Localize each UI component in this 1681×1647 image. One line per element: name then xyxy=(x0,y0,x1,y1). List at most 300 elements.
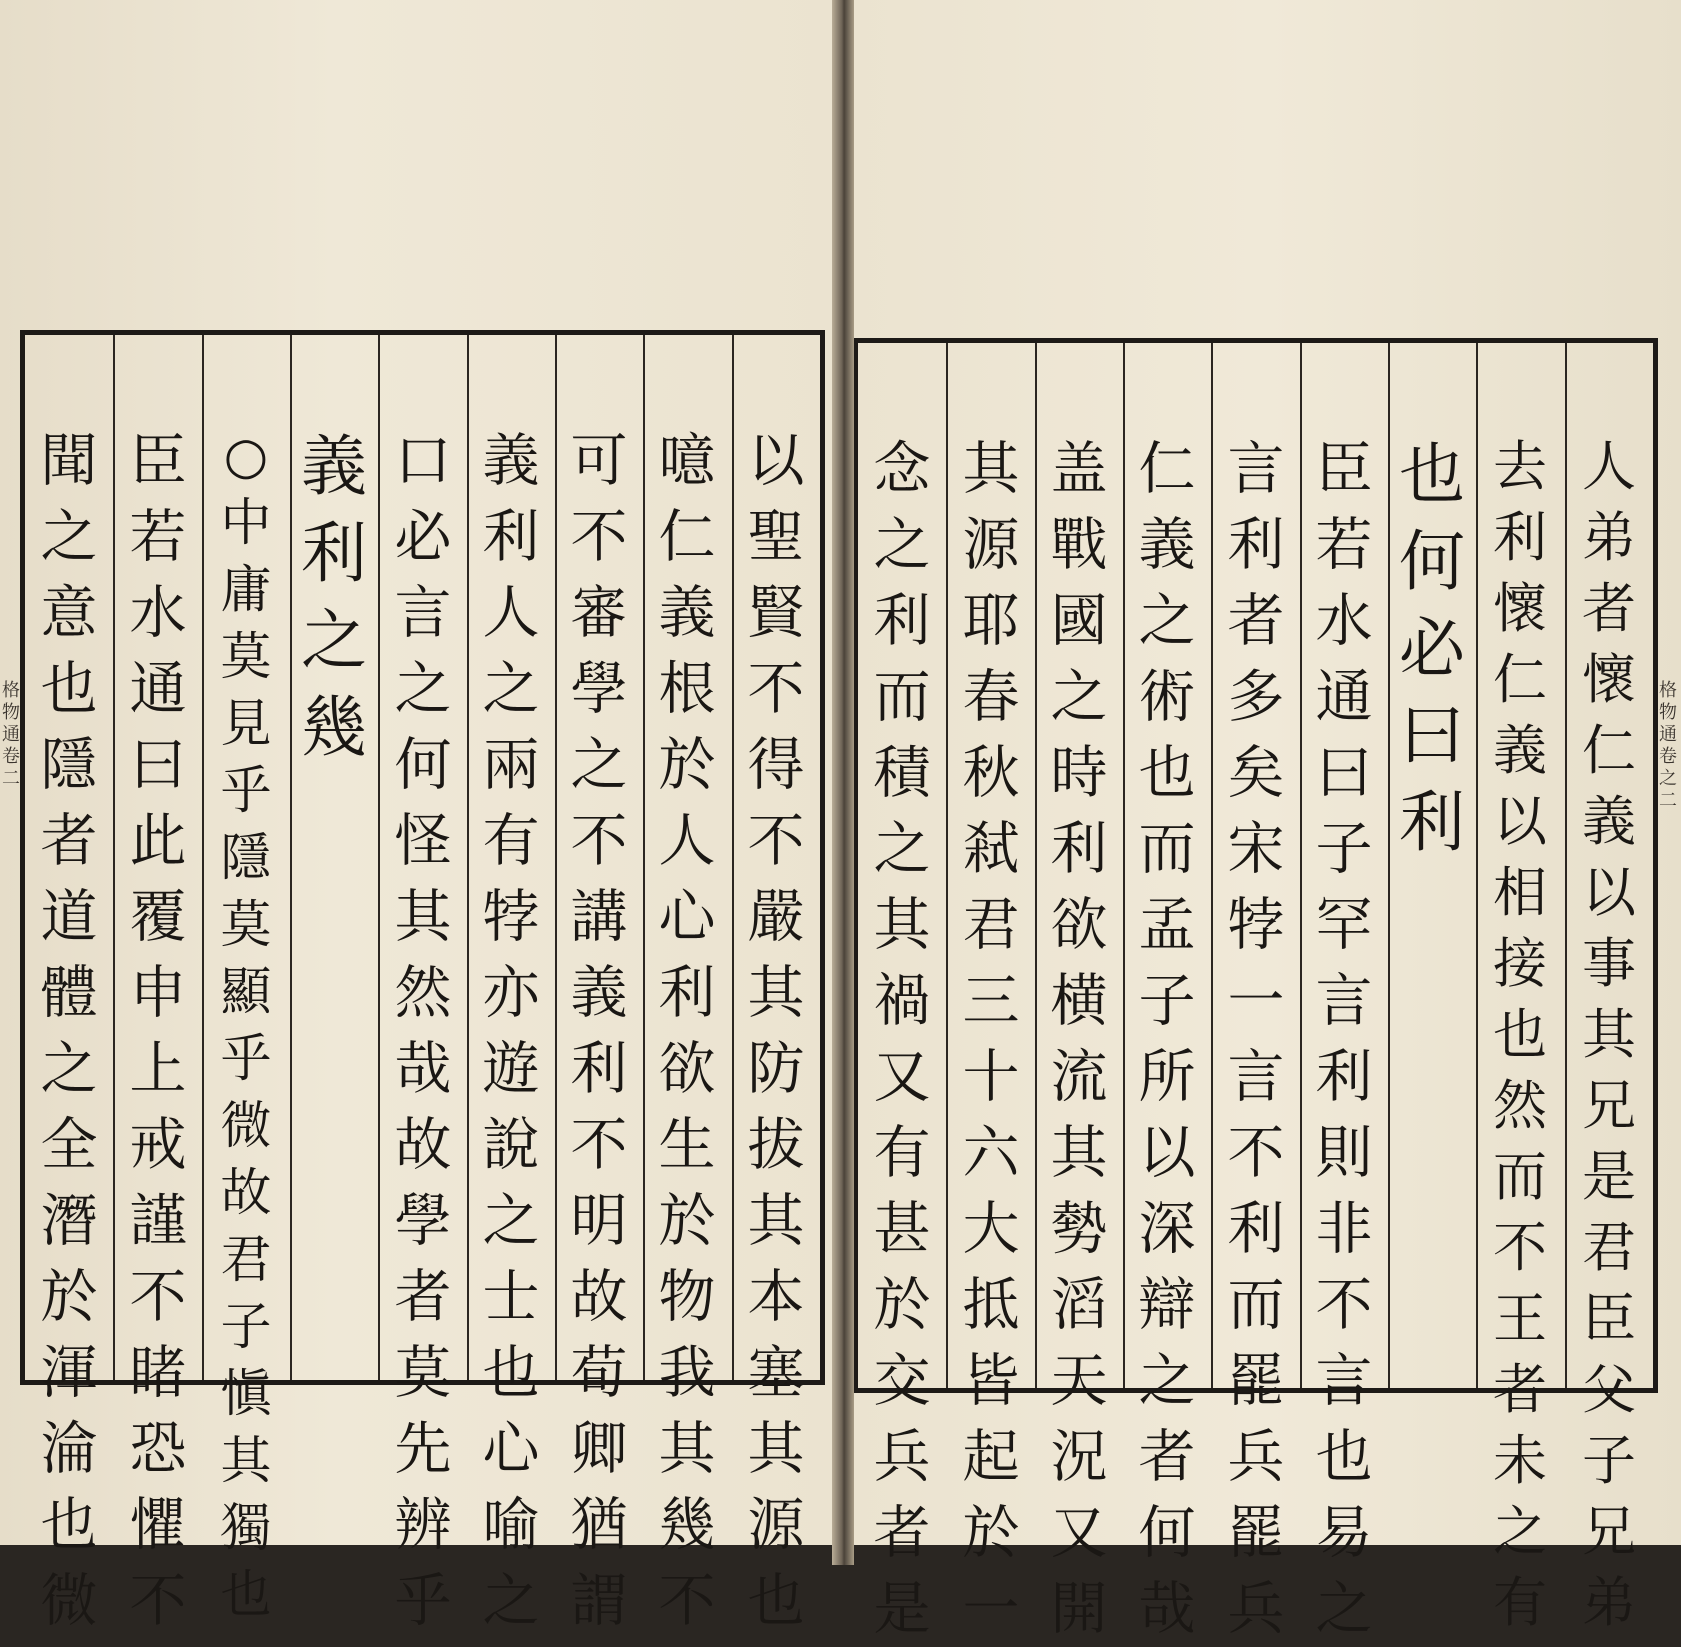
glyph: 故 xyxy=(394,1112,452,1178)
glyph: 矣 xyxy=(1227,740,1285,806)
glyph: 審 xyxy=(570,580,628,646)
glyph: 若 xyxy=(1315,512,1373,578)
glyph: 學 xyxy=(570,656,628,722)
glyph: 流 xyxy=(1050,1044,1108,1110)
glyph: 卿 xyxy=(570,1416,628,1482)
glyph: 上 xyxy=(129,1036,187,1102)
column-rule xyxy=(378,335,380,1380)
left-margin-title: 格 物 通 卷 二 xyxy=(2,680,20,789)
glyph: 之 xyxy=(482,1568,540,1634)
glyph: 以 xyxy=(1582,861,1636,924)
text-column xyxy=(736,423,816,1639)
right-margin-title: 格 物 通 卷 之 二 xyxy=(1659,680,1677,811)
glyph: 深 xyxy=(1138,1196,1196,1262)
column-rule xyxy=(1300,343,1302,1388)
glyph: 臣 xyxy=(129,428,187,494)
glyph: 欲 xyxy=(658,1036,716,1102)
glyph: 故 xyxy=(570,1264,628,1330)
glyph: 天 xyxy=(1050,1348,1108,1414)
text-column xyxy=(1039,431,1119,1647)
glyph: 不 xyxy=(129,1264,187,1330)
glyph: 懷 xyxy=(1493,577,1547,640)
glyph: 兵 xyxy=(1227,1576,1285,1642)
glyph: 王 xyxy=(1493,1287,1547,1350)
glyph: 國 xyxy=(1050,588,1108,654)
glyph: 罕 xyxy=(1315,892,1373,958)
glyph: 遊 xyxy=(482,1036,540,1102)
glyph: 也 xyxy=(1399,436,1465,513)
glyph: 宋 xyxy=(1227,816,1285,882)
glyph: 戰 xyxy=(1050,512,1108,578)
glyph: 兄 xyxy=(1582,1500,1636,1563)
glyph: 弟 xyxy=(1582,1571,1636,1634)
glyph: 嚴 xyxy=(747,884,805,950)
glyph: 拔 xyxy=(747,1112,805,1178)
glyph: 於 xyxy=(962,1500,1020,1566)
glyph: 利 xyxy=(301,515,367,592)
glyph: 言 xyxy=(1227,1044,1285,1110)
right-page xyxy=(848,0,1681,1642)
glyph: 人 xyxy=(1582,435,1636,498)
glyph: 滔 xyxy=(1050,1272,1108,1338)
glyph: 謂 xyxy=(570,1568,628,1634)
glyph: 不 xyxy=(129,1568,187,1634)
glyph: 謹 xyxy=(129,1188,187,1254)
glyph: 耶 xyxy=(962,588,1020,654)
glyph: 亦 xyxy=(482,960,540,1026)
text-column xyxy=(206,423,286,1629)
glyph: 於 xyxy=(658,1188,716,1254)
glyph: 而 xyxy=(1227,1272,1285,1338)
glyph: 其 xyxy=(747,1188,805,1254)
glyph: 於 xyxy=(873,1272,931,1338)
glyph: 者 xyxy=(40,808,98,874)
glyph: 時 xyxy=(1050,740,1108,806)
column-rule xyxy=(1388,343,1390,1388)
glyph: 哉 xyxy=(394,1036,452,1102)
glyph: 通 xyxy=(1315,664,1373,730)
glyph: 㹀 xyxy=(1227,892,1285,958)
glyph: 體 xyxy=(40,960,98,1026)
glyph: 心 xyxy=(482,1416,540,1482)
glyph: 而 xyxy=(873,664,931,730)
glyph: 學 xyxy=(394,1188,452,1254)
glyph: 一 xyxy=(962,1576,1020,1642)
glyph: 則 xyxy=(1315,1120,1373,1186)
glyph: 者 xyxy=(394,1264,452,1330)
glyph: 之 xyxy=(40,504,98,570)
glyph: 之 xyxy=(570,732,628,798)
glyph: 春 xyxy=(962,664,1020,730)
glyph: 皆 xyxy=(962,1348,1020,1414)
glyph: 懼 xyxy=(129,1492,187,1558)
glyph: 者 xyxy=(1582,577,1636,640)
glyph: 其 xyxy=(747,960,805,1026)
glyph: 之 xyxy=(873,816,931,882)
glyph: 於 xyxy=(40,1264,98,1330)
glyph: 聞 xyxy=(40,428,98,494)
text-column xyxy=(1216,431,1296,1647)
glyph: 此 xyxy=(129,808,187,874)
glyph: 罷 xyxy=(1227,1500,1285,1566)
glyph: 不 xyxy=(747,656,805,722)
glyph: 必 xyxy=(1399,610,1465,687)
glyph: 全 xyxy=(40,1112,98,1178)
glyph: 人 xyxy=(658,808,716,874)
glyph: 義 xyxy=(301,428,367,505)
glyph: 得 xyxy=(747,732,805,798)
glyph: 兄 xyxy=(1582,1074,1636,1137)
glyph: 獨 xyxy=(220,1499,272,1558)
text-column xyxy=(1480,431,1560,1638)
glyph: 義 xyxy=(1138,512,1196,578)
glyph: 士 xyxy=(482,1264,540,1330)
text-column xyxy=(29,423,109,1639)
glyph: 水 xyxy=(1315,588,1373,654)
glyph: 以 xyxy=(747,428,805,494)
glyph: 睹 xyxy=(129,1340,187,1406)
glyph: 若 xyxy=(129,504,187,570)
glyph: 利 xyxy=(1227,1196,1285,1262)
glyph: 言 xyxy=(1315,1348,1373,1414)
glyph: 人 xyxy=(482,580,540,646)
glyph: 利 xyxy=(658,960,716,1026)
glyph: 猶 xyxy=(570,1492,628,1558)
glyph: 辨 xyxy=(394,1492,452,1558)
glyph: 防 xyxy=(747,1036,805,1102)
glyph: 利 xyxy=(570,1036,628,1102)
glyph: 言 xyxy=(1315,968,1373,1034)
glyph: 多 xyxy=(1227,664,1285,730)
glyph: 根 xyxy=(658,656,716,722)
column-rule xyxy=(1211,343,1213,1388)
glyph: 懷 xyxy=(1582,648,1636,711)
glyph: 源 xyxy=(962,512,1020,578)
glyph: 也 xyxy=(747,1568,805,1634)
glyph: 潛 xyxy=(40,1188,98,1254)
glyph: 孟 xyxy=(1138,892,1196,958)
glyph: 源 xyxy=(747,1492,805,1558)
glyph: 君 xyxy=(220,1231,272,1290)
glyph: 不 xyxy=(1227,1120,1285,1186)
column-rule xyxy=(1123,343,1125,1388)
glyph: 兩 xyxy=(482,732,540,798)
text-column xyxy=(559,423,639,1639)
right-text-frame xyxy=(853,338,1658,1642)
glyph: 非 xyxy=(1315,1196,1373,1262)
glyph: 曰 xyxy=(1315,740,1373,806)
glyph: 仁 xyxy=(1138,436,1196,502)
glyph: 之 xyxy=(40,1036,98,1102)
glyph: 仁 xyxy=(1493,648,1547,711)
glyph: 術 xyxy=(1138,664,1196,730)
glyph: 仁 xyxy=(1582,719,1636,782)
glyph: ○ xyxy=(223,427,269,486)
glyph: 然 xyxy=(394,960,452,1026)
glyph: 說 xyxy=(482,1112,540,1178)
glyph: 是 xyxy=(873,1576,931,1642)
glyph: 未 xyxy=(1493,1429,1547,1492)
glyph: 也 xyxy=(1138,740,1196,806)
glyph: 微 xyxy=(40,1568,98,1634)
glyph: 庸 xyxy=(220,561,272,620)
glyph: 起 xyxy=(962,1424,1020,1490)
glyph: 所 xyxy=(1138,1044,1196,1110)
glyph: 不 xyxy=(747,808,805,874)
glyph: 之 xyxy=(1493,1500,1547,1563)
column-rule xyxy=(946,343,948,1388)
glyph: 不 xyxy=(570,808,628,874)
glyph: 子 xyxy=(1315,816,1373,882)
glyph: 之 xyxy=(1138,1348,1196,1414)
glyph: 水 xyxy=(129,580,187,646)
glyph: 利 xyxy=(1493,506,1547,569)
glyph: 是 xyxy=(1582,1145,1636,1208)
glyph: 利 xyxy=(1399,784,1465,861)
glyph: 臣 xyxy=(1315,436,1373,502)
glyph: 乎 xyxy=(220,762,272,821)
glyph: 義 xyxy=(658,580,716,646)
glyph: 也 xyxy=(40,656,98,722)
glyph: 父 xyxy=(1582,1358,1636,1421)
text-column xyxy=(647,423,727,1639)
glyph: 我 xyxy=(658,1340,716,1406)
glyph: 其 xyxy=(747,1416,805,1482)
glyph: 言 xyxy=(394,580,452,646)
glyph: 三 xyxy=(962,968,1020,1034)
glyph: 本 xyxy=(747,1264,805,1330)
glyph: 戒 xyxy=(129,1112,187,1178)
glyph: 利 xyxy=(873,588,931,654)
book-gutter xyxy=(832,0,854,1565)
glyph: 仁 xyxy=(658,504,716,570)
glyph: 隱 xyxy=(220,829,272,888)
glyph: 交 xyxy=(873,1348,931,1414)
glyph: 義 xyxy=(1493,719,1547,782)
glyph: 物 xyxy=(658,1264,716,1330)
text-column xyxy=(294,423,374,771)
glyph: 之 xyxy=(1138,588,1196,654)
text-column xyxy=(951,431,1031,1647)
text-column xyxy=(862,431,942,1647)
glyph: 去 xyxy=(1493,435,1547,498)
glyph: 積 xyxy=(873,740,931,806)
glyph: 覆 xyxy=(129,884,187,950)
glyph: 見 xyxy=(220,695,272,754)
glyph: 念 xyxy=(873,436,931,502)
glyph: 淪 xyxy=(40,1416,98,1482)
column-rule xyxy=(732,335,734,1380)
glyph: 其 xyxy=(1582,1003,1636,1066)
glyph: 講 xyxy=(570,884,628,950)
glyph: 義 xyxy=(482,428,540,494)
glyph: 怪 xyxy=(394,808,452,874)
glyph: 不 xyxy=(570,504,628,570)
column-rule xyxy=(1035,343,1037,1388)
text-column xyxy=(118,423,198,1639)
glyph: 不 xyxy=(658,1568,716,1634)
glyph: 利 xyxy=(1315,1044,1373,1110)
glyph: 噫 xyxy=(658,428,716,494)
glyph: 子 xyxy=(1582,1429,1636,1492)
glyph: 一 xyxy=(1227,968,1285,1034)
glyph: 以 xyxy=(1138,1120,1196,1186)
text-column xyxy=(1304,431,1384,1647)
left-text-frame xyxy=(20,330,825,1634)
glyph: 也 xyxy=(220,1566,272,1625)
glyph: 而 xyxy=(1138,816,1196,882)
left-page xyxy=(0,0,838,1634)
glyph: 愼 xyxy=(220,1365,272,1424)
glyph: 道 xyxy=(40,884,98,950)
glyph: 十 xyxy=(962,1044,1020,1110)
glyph: 而 xyxy=(1493,1145,1547,1208)
glyph: 罷 xyxy=(1227,1348,1285,1414)
glyph: 之 xyxy=(301,602,367,679)
glyph: 㹀 xyxy=(482,884,540,950)
glyph: 利 xyxy=(482,504,540,570)
glyph: 臣 xyxy=(1582,1287,1636,1350)
glyph: 又 xyxy=(873,1044,931,1110)
glyph: 意 xyxy=(40,580,98,646)
glyph: 又 xyxy=(1050,1500,1108,1566)
glyph: 不 xyxy=(1315,1272,1373,1338)
glyph: 其 xyxy=(1050,1120,1108,1186)
glyph: 之 xyxy=(1315,1576,1373,1642)
glyph: 接 xyxy=(1493,932,1547,995)
glyph: 其 xyxy=(220,1432,272,1491)
text-column xyxy=(471,423,551,1639)
column-rule xyxy=(643,335,645,1380)
glyph: 者 xyxy=(1493,1358,1547,1421)
glyph: 然 xyxy=(1493,1074,1547,1137)
glyph: 兵 xyxy=(873,1424,931,1490)
glyph: 何 xyxy=(1138,1500,1196,1566)
glyph: 必 xyxy=(394,504,452,570)
glyph: 義 xyxy=(570,960,628,1026)
glyph: 中 xyxy=(220,494,272,553)
glyph: 相 xyxy=(1493,861,1547,924)
glyph: 子 xyxy=(1138,968,1196,1034)
glyph: 君 xyxy=(1582,1216,1636,1279)
glyph: 者 xyxy=(1227,588,1285,654)
glyph: 微 xyxy=(220,1097,272,1156)
glyph: 其 xyxy=(658,1416,716,1482)
glyph: 利 xyxy=(1227,512,1285,578)
glyph: 子 xyxy=(220,1298,272,1357)
glyph: 不 xyxy=(570,1112,628,1178)
text-column xyxy=(383,423,463,1639)
glyph: 甚 xyxy=(873,1196,931,1262)
glyph: 易 xyxy=(1315,1500,1373,1566)
glyph: 弟 xyxy=(1582,506,1636,569)
glyph: 之 xyxy=(1050,664,1108,730)
glyph: 莫 xyxy=(220,628,272,687)
glyph: 也 xyxy=(1493,1003,1547,1066)
glyph: 也 xyxy=(40,1492,98,1558)
glyph: 盖 xyxy=(1050,436,1108,502)
glyph: 開 xyxy=(1050,1576,1108,1642)
glyph: 君 xyxy=(962,892,1020,958)
glyph: 其 xyxy=(873,892,931,958)
glyph: 勢 xyxy=(1050,1196,1108,1262)
column-rule xyxy=(467,335,469,1380)
glyph: 者 xyxy=(873,1500,931,1566)
glyph: 義 xyxy=(1582,790,1636,853)
glyph: 以 xyxy=(1493,790,1547,853)
glyph: 之 xyxy=(873,512,931,578)
glyph: 何 xyxy=(1399,523,1465,600)
text-column xyxy=(1127,431,1207,1647)
glyph: 乎 xyxy=(394,1568,452,1634)
glyph: 幾 xyxy=(301,689,367,766)
column-rule xyxy=(1476,343,1478,1388)
glyph: 莫 xyxy=(394,1340,452,1406)
glyph: 不 xyxy=(1493,1216,1547,1279)
glyph: 有 xyxy=(1493,1571,1547,1634)
glyph: 其 xyxy=(962,436,1020,502)
glyph: 者 xyxy=(1138,1424,1196,1490)
glyph: 之 xyxy=(394,656,452,722)
column-rule xyxy=(202,335,204,1380)
glyph: 聖 xyxy=(747,504,805,570)
glyph: 六 xyxy=(962,1120,1020,1186)
glyph: 哉 xyxy=(1138,1576,1196,1642)
glyph: 也 xyxy=(1315,1424,1373,1490)
column-rule xyxy=(113,335,115,1380)
glyph: 禍 xyxy=(873,968,931,1034)
glyph: 大 xyxy=(962,1196,1020,1262)
glyph: 渾 xyxy=(40,1340,98,1406)
glyph: 可 xyxy=(570,428,628,494)
glyph: 明 xyxy=(570,1188,628,1254)
glyph: 也 xyxy=(482,1340,540,1406)
column-rule xyxy=(555,335,557,1380)
glyph: 何 xyxy=(394,732,452,798)
glyph: 兵 xyxy=(1227,1424,1285,1490)
glyph: 先 xyxy=(394,1416,452,1482)
glyph: 恐 xyxy=(129,1416,187,1482)
glyph: 有 xyxy=(482,808,540,874)
glyph: 心 xyxy=(658,884,716,950)
glyph: 口 xyxy=(394,428,452,494)
glyph: 其 xyxy=(394,884,452,950)
glyph: 顯 xyxy=(220,963,272,1022)
glyph: 荀 xyxy=(570,1340,628,1406)
glyph: 乎 xyxy=(220,1030,272,1089)
column-rule xyxy=(1565,343,1567,1388)
glyph: 有 xyxy=(873,1120,931,1186)
glyph: 隱 xyxy=(40,732,98,798)
glyph: 申 xyxy=(129,960,187,1026)
glyph: 之 xyxy=(482,1188,540,1254)
glyph: 於 xyxy=(658,732,716,798)
glyph: 秋 xyxy=(962,740,1020,806)
glyph: 通 xyxy=(129,656,187,722)
glyph: 抵 xyxy=(962,1272,1020,1338)
text-column xyxy=(1569,431,1649,1638)
glyph: 曰 xyxy=(129,732,187,798)
glyph: 弒 xyxy=(962,816,1020,882)
text-column xyxy=(1392,431,1472,866)
glyph: 辯 xyxy=(1138,1272,1196,1338)
glyph: 之 xyxy=(482,656,540,722)
glyph: 莫 xyxy=(220,896,272,955)
column-rule xyxy=(290,335,292,1380)
glyph: 喻 xyxy=(482,1492,540,1558)
glyph: 欲 xyxy=(1050,892,1108,958)
glyph: 横 xyxy=(1050,968,1108,1034)
